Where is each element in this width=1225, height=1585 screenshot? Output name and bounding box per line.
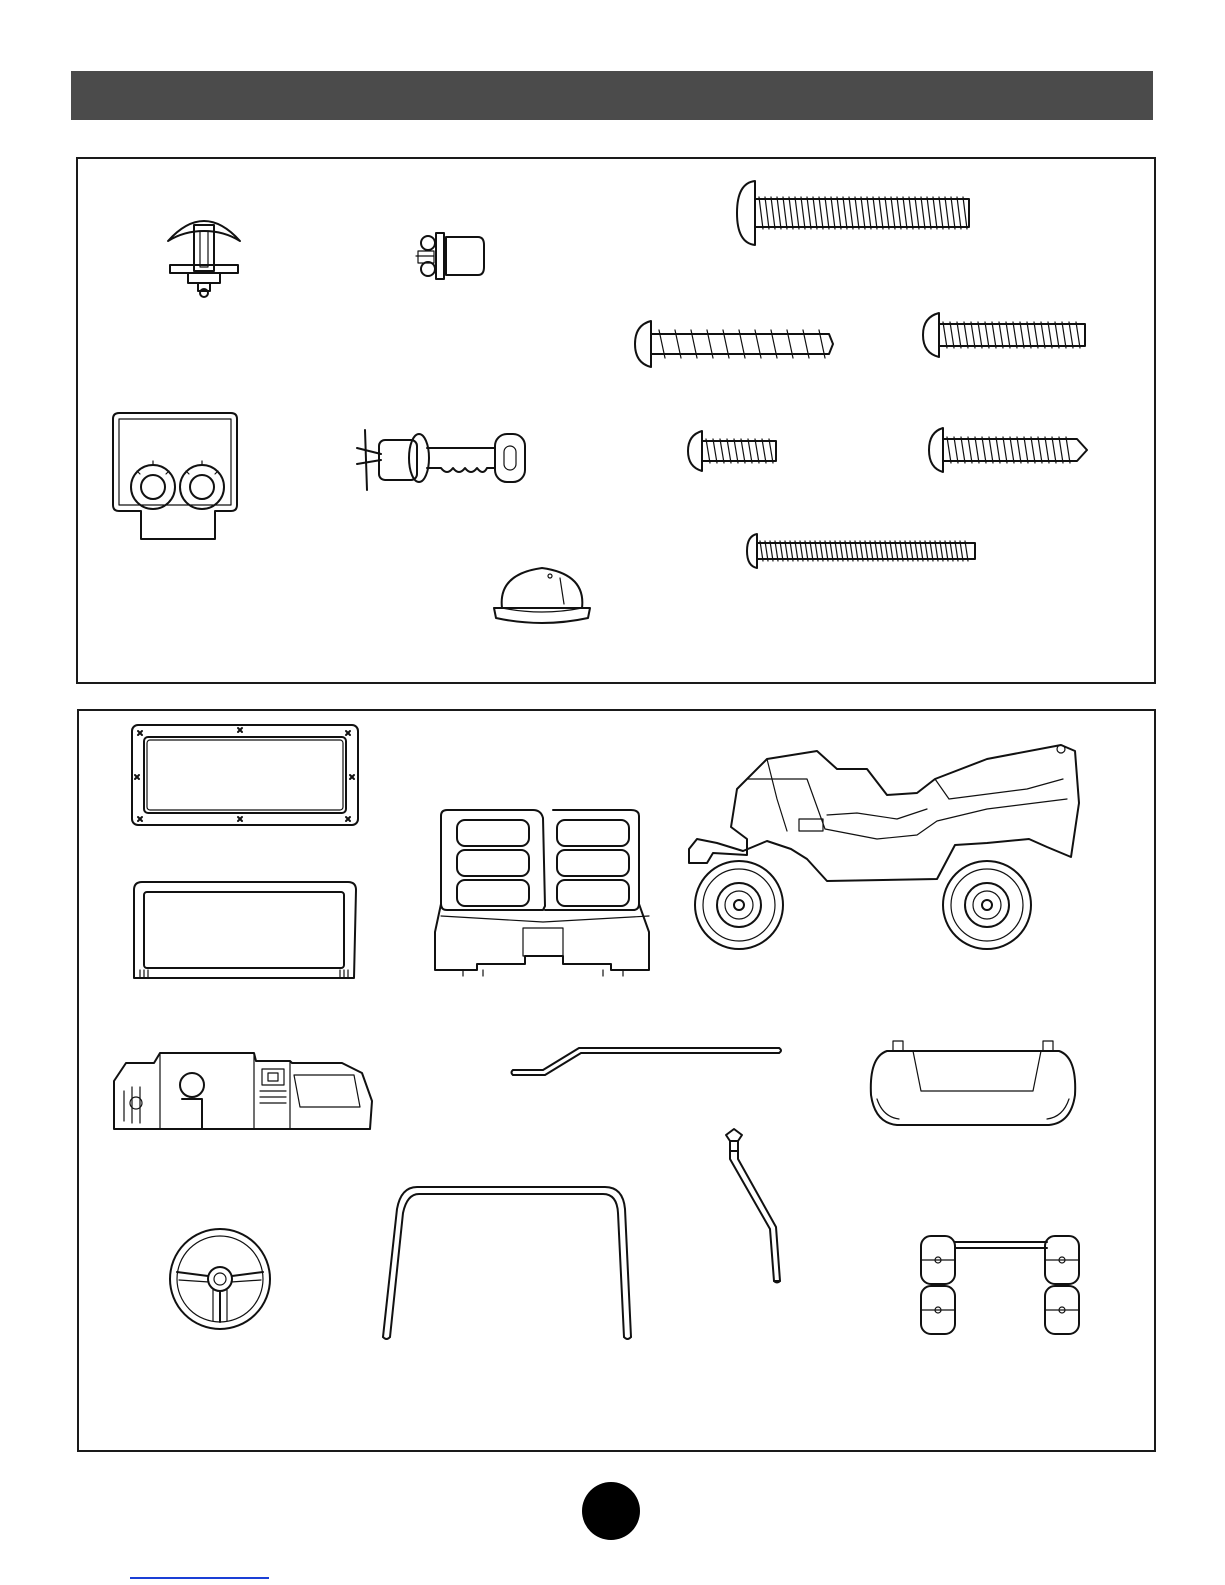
coarse-thread-screw-icon bbox=[633, 319, 838, 369]
extra-long-screw-icon bbox=[745, 532, 980, 572]
parts-panel bbox=[77, 709, 1156, 1452]
short-screw-icon bbox=[686, 429, 781, 474]
dashboard-icon bbox=[110, 1051, 375, 1141]
hardware-panel bbox=[76, 157, 1156, 684]
windshield-frame-icon bbox=[130, 723, 360, 828]
shift-knob-icon bbox=[490, 564, 595, 629]
speaker-grille-knobs-icon bbox=[111, 411, 241, 546]
dome-retainer-icon bbox=[164, 209, 244, 299]
hood-icon bbox=[863, 1039, 1083, 1131]
seat-icon bbox=[433, 806, 653, 986]
vehicle-body-icon bbox=[687, 739, 1092, 964]
rod-icon bbox=[509, 1042, 784, 1077]
footer-link-underline[interactable] bbox=[130, 1577, 269, 1579]
steering-wheel-icon bbox=[165, 1224, 275, 1334]
push-pin-retainer-icon bbox=[408, 229, 488, 284]
long-machine-screw-icon bbox=[735, 179, 975, 249]
windshield-icon bbox=[130, 880, 360, 985]
pointed-screw-icon bbox=[927, 426, 1092, 474]
page-number-badge bbox=[582, 1482, 640, 1540]
shifter-icon bbox=[716, 1125, 786, 1285]
axle-bracket-icon bbox=[915, 1234, 1085, 1339]
medium-screw-icon bbox=[921, 311, 1091, 359]
roll-bar-icon bbox=[377, 1181, 647, 1341]
section-header-bar bbox=[71, 71, 1153, 120]
ignition-key-icon bbox=[351, 424, 531, 494]
